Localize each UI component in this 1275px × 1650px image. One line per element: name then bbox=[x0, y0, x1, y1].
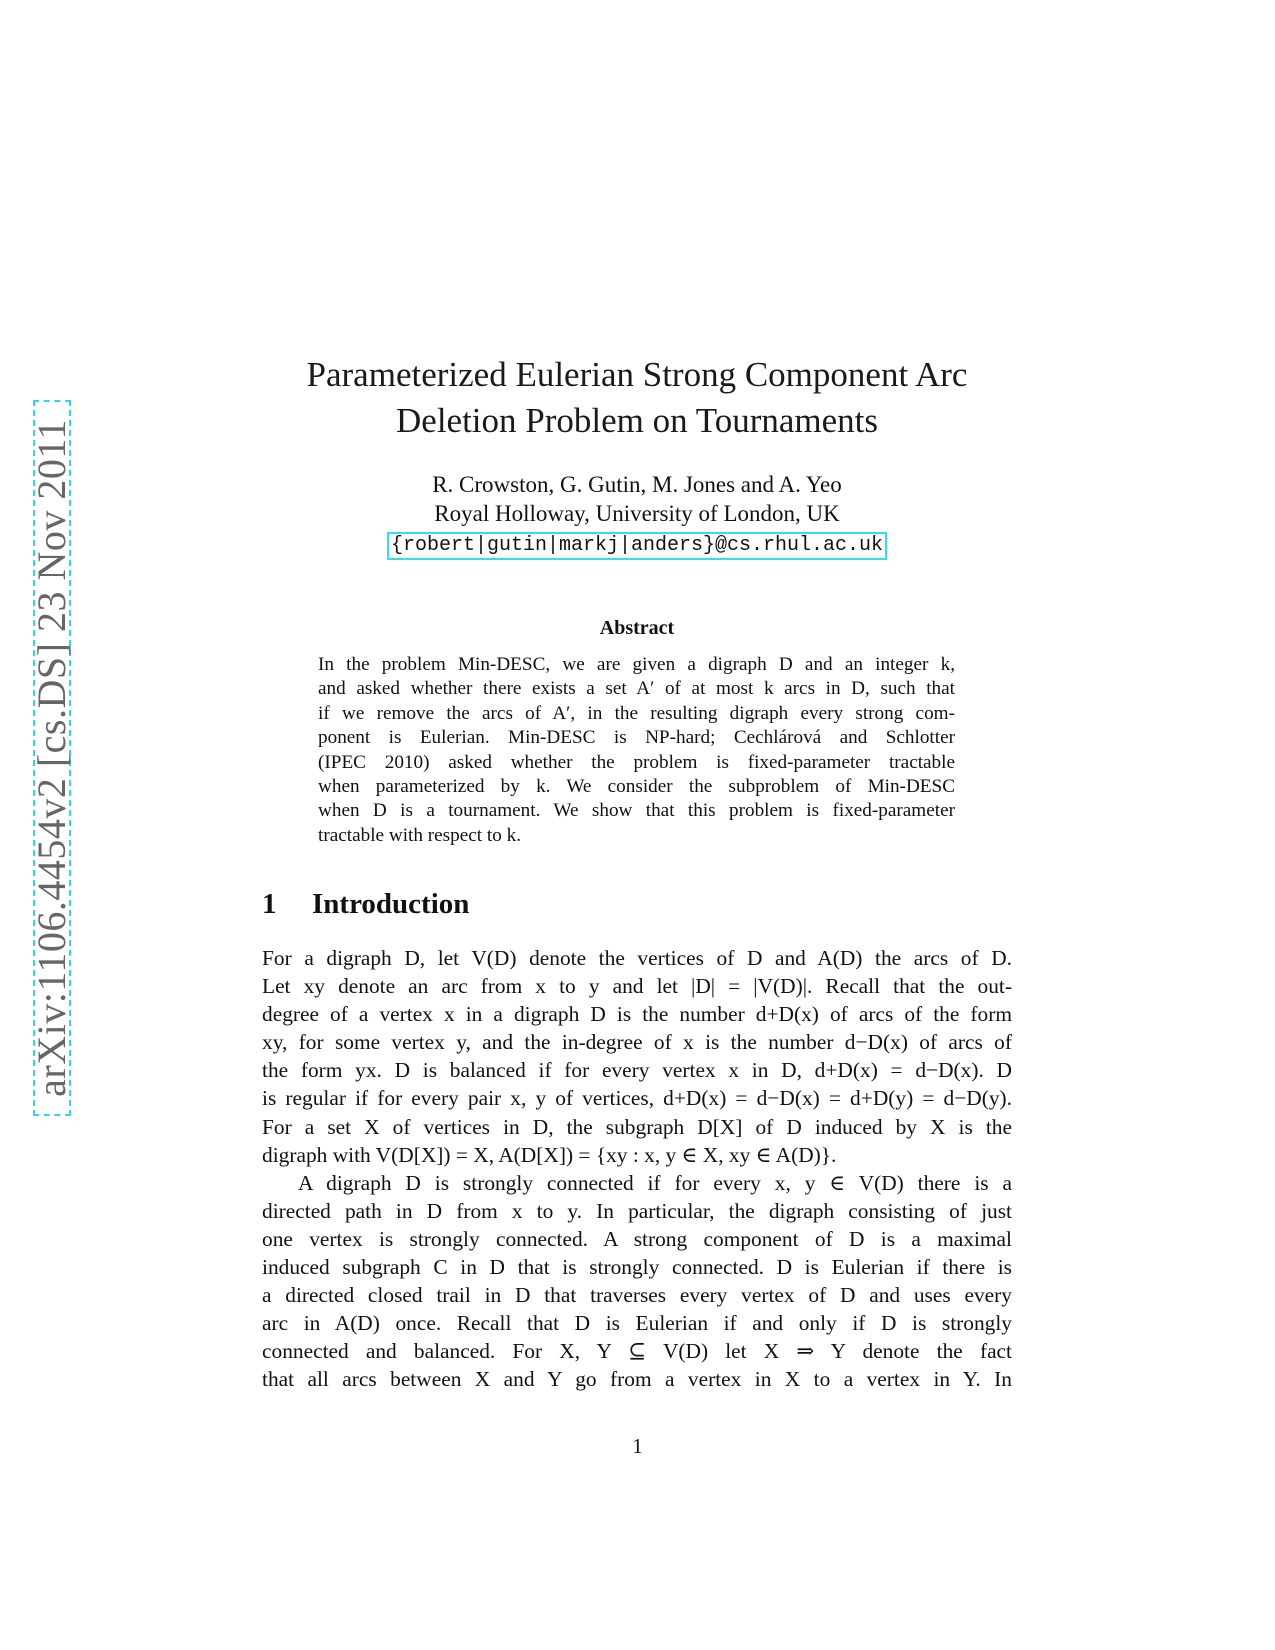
title-line: Parameterized Eulerian Strong Component Arc bbox=[306, 355, 968, 394]
arxiv-stamp bbox=[29, 400, 74, 1116]
intro-line: directed path in D from x to y. In particular, the digraph consisting of just bbox=[262, 1198, 1012, 1223]
section-number: 1 bbox=[262, 888, 277, 920]
email-link[interactable]: {robert|gutin|markj|anders}@cs.rhul.ac.uk bbox=[387, 532, 887, 560]
affiliation: Royal Holloway, University of London, UK bbox=[434, 501, 840, 526]
intro-line: is regular if for every pair x, y of vertices, d+D(x) = d−D(x) = d+D(y) = d−D(y). bbox=[262, 1086, 1012, 1111]
abstract-line: if we remove the arcs of A′, in the resulting digraph every strong com- bbox=[318, 702, 955, 724]
arxiv-id: arXiv:1106.4454v2 [cs.DS] 23 Nov 2011 bbox=[29, 419, 74, 1097]
intro-line: a directed closed trail in D that traverses every vertex of D and uses every bbox=[262, 1283, 1012, 1308]
abstract-line: tractable with respect to k. bbox=[318, 824, 521, 846]
intro-line: degree of a vertex x in a digraph D is the number d+D(x) of arcs of the form bbox=[262, 1002, 1012, 1027]
abstract-line: In the problem Min-DESC, we are given a digraph D and an integer k, bbox=[318, 654, 955, 675]
paper-title bbox=[262, 352, 1012, 444]
intro-line: one vertex is strongly connected. A strong component of D is a maximal bbox=[262, 1226, 1012, 1251]
intro-line: induced subgraph C in D that is strongly connected. D is Eulerian if there is bbox=[262, 1255, 1012, 1280]
abstract-line: when parameterized by k. We consider the subproblem of Min-DESC bbox=[318, 776, 955, 798]
page-number: 1 bbox=[632, 1434, 643, 1458]
abstract-line: when D is a tournament. We show that this problem is fixed-parameter bbox=[318, 800, 955, 822]
title-line: Deletion Problem on Tournaments bbox=[396, 401, 878, 440]
abstract-heading: Abstract bbox=[599, 617, 675, 639]
intro-line: For a digraph D, let V(D) denote the vertices of D and A(D) the arcs of D. bbox=[262, 946, 1012, 970]
abstract-line: (IPEC 2010) asked whether the problem is fixed-parameter tractable bbox=[318, 751, 955, 773]
intro-line: Let xy denote an arc from x to y and let |D| = |V(D)|. Recall that the out- bbox=[262, 974, 1012, 999]
intro-line: that all arcs between X and Y go from a vertex in X to a vertex in Y. In bbox=[262, 1367, 1012, 1392]
section-title: Introduction bbox=[312, 888, 470, 920]
abstract-line: ponent is Eulerian. Min-DESC is NP-hard; Cechlárová and Schlotter bbox=[318, 727, 955, 749]
intro-line: connected and balanced. For X, Y ⊆ V(D) let X ⇒ Y denote the fact bbox=[262, 1339, 1012, 1364]
intro-line: arc in A(D) once. Recall that D is Eulerian if and only if D is strongly bbox=[262, 1311, 1012, 1336]
intro-line: xy, for some vertex y, and the in-degree of x is the number d−D(x) of arcs of bbox=[262, 1030, 1012, 1055]
intro-line: digraph with V(D[X]) = X, A(D[X]) = {xy : x, y ∈ X, xy ∈ A(D)}. bbox=[262, 1142, 837, 1167]
section-heading bbox=[262, 888, 469, 921]
abstract-line: and asked whether there exists a set A′ of at most k arcs in D, such that bbox=[318, 678, 955, 700]
intro-line: A digraph D is strongly connected if for every x, y ∈ V(D) there is a bbox=[298, 1170, 1012, 1195]
author-block bbox=[262, 470, 1012, 560]
intro-line: the form yx. D is balanced if for every vertex x in D, d+D(x) = d−D(x). D bbox=[262, 1058, 1012, 1083]
intro-body bbox=[262, 944, 1012, 1394]
intro-line: For a set X of vertices in D, the subgraph D[X] of D induced by X is the bbox=[262, 1114, 1012, 1139]
abstract-body bbox=[318, 653, 955, 848]
author-names: R. Crowston, G. Gutin, M. Jones and A. Yeo bbox=[432, 472, 842, 497]
